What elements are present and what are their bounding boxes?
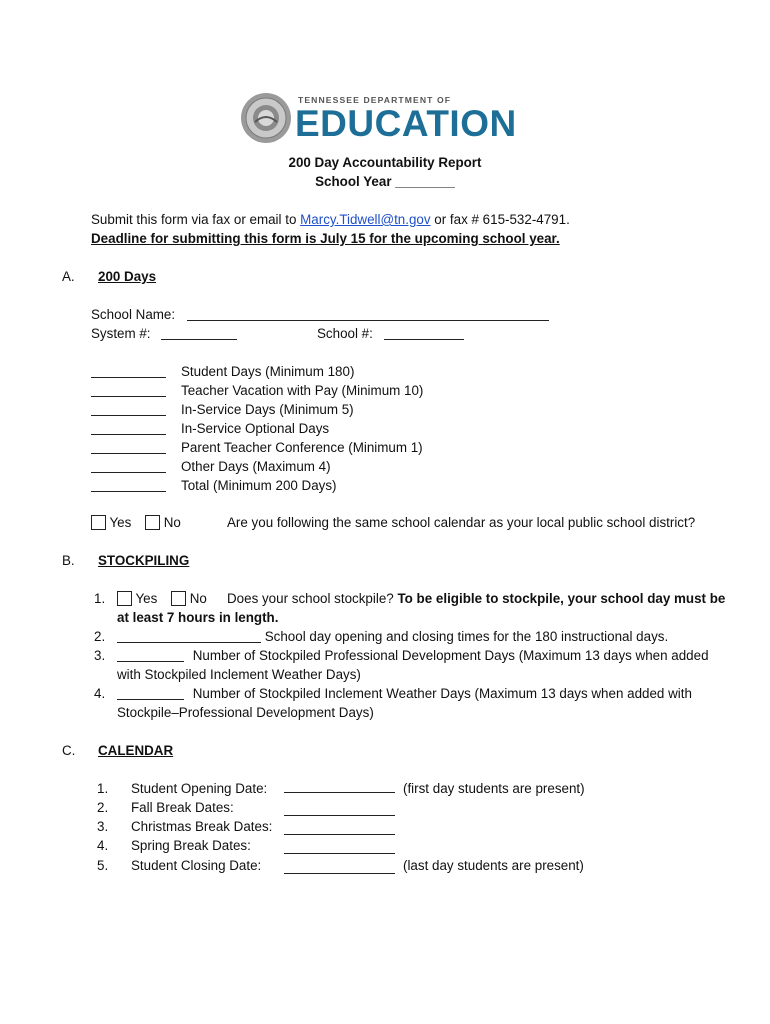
submit-line	[91, 210, 570, 229]
submit-prefix: Submit this form via fax or email to	[91, 212, 297, 227]
school-name-label: School Name:	[91, 307, 176, 322]
stockpile-yes-option	[117, 589, 157, 608]
calendar-date-field[interactable]	[284, 840, 395, 854]
calendar-date-field-row	[284, 860, 395, 875]
days-item-row	[91, 400, 166, 419]
calendar-item-label: Student Opening Date:	[131, 781, 268, 796]
stockpile-no-label: No	[189, 591, 207, 606]
calendar-item-number: 5.	[97, 858, 109, 873]
section-c-letter: C.	[62, 743, 76, 758]
days-field[interactable]	[91, 459, 166, 473]
school-name-field[interactable]	[187, 307, 549, 321]
calendar-date-field-row	[284, 779, 395, 794]
pd-days-field[interactable]	[117, 648, 184, 662]
weather-days-field[interactable]	[117, 686, 184, 700]
state-seal-icon	[240, 92, 292, 144]
school-day-times-label: School day opening and closing times for the 180 instructional days.	[264, 629, 669, 644]
calendar-item-label: Fall Break Dates:	[131, 800, 234, 815]
system-number-label: System #:	[91, 326, 151, 341]
days-item-row	[91, 419, 166, 438]
education-logo	[240, 92, 532, 148]
calendar-item-label: Spring Break Dates:	[131, 838, 251, 853]
stockpile-item-number: 1.	[94, 591, 106, 606]
days-item-label: In-Service Optional Days	[181, 421, 330, 436]
calendar-item-number: 2.	[97, 800, 109, 815]
days-field[interactable]	[91, 440, 166, 454]
calendar-date-field[interactable]	[284, 821, 395, 835]
pd-days-row	[117, 646, 709, 665]
school-number-field[interactable]	[384, 326, 464, 340]
report-title-row	[0, 153, 770, 172]
calendar-yes-checkbox[interactable]	[91, 515, 106, 530]
calendar-item-label: Christmas Break Dates:	[131, 819, 273, 834]
email-link[interactable]: Marcy.Tidwell@tn.gov	[300, 212, 431, 227]
calendar-date-field-row	[284, 840, 395, 855]
calendar-item-note: (first day students are present)	[403, 781, 585, 796]
days-item-row	[91, 362, 166, 381]
weather-days-row	[117, 684, 692, 703]
days-field[interactable]	[91, 402, 166, 416]
stockpile-item-number: 4.	[94, 686, 106, 701]
school-year-text: School Year	[315, 174, 392, 189]
stockpile-no-checkbox[interactable]	[171, 591, 186, 606]
school-year-row	[0, 172, 770, 191]
days-item-label: Student Days (Minimum 180)	[181, 364, 355, 379]
school-number-label: School #:	[317, 326, 373, 341]
calendar-no-option	[145, 513, 181, 532]
stockpile-item-number: 2.	[94, 629, 106, 644]
days-field[interactable]	[91, 421, 166, 435]
weather-days-label-cont: Stockpile–Professional Development Days)	[117, 705, 374, 720]
days-field[interactable]	[91, 364, 166, 378]
section-c-heading: CALENDAR	[98, 743, 174, 758]
days-item-label: Total (Minimum 200 Days)	[181, 478, 337, 493]
system-number-row	[91, 324, 237, 343]
logo-education-text: EDUCATION	[295, 103, 517, 144]
pd-days-label-cont: with Stockpiled Inclement Weather Days)	[117, 667, 361, 682]
stockpile-item-number: 3.	[94, 648, 106, 663]
submit-suffix: or fax # 615-532-4791.	[434, 212, 570, 227]
calendar-date-field-row	[284, 821, 395, 836]
calendar-date-field-row	[284, 802, 395, 817]
system-number-field[interactable]	[161, 326, 237, 340]
stockpile-no-option	[171, 589, 207, 608]
school-year-blank[interactable]: ________	[395, 174, 455, 189]
calendar-question: Are you following the same school calendar as your local public school district?	[227, 515, 696, 530]
stockpile-question: Does your school stockpile?	[227, 591, 394, 606]
calendar-item-number: 3.	[97, 819, 109, 834]
school-day-times-field[interactable]	[117, 629, 261, 643]
stockpile-yes-label: Yes	[135, 591, 158, 606]
calendar-yes-option	[91, 513, 131, 532]
calendar-no-checkbox[interactable]	[145, 515, 160, 530]
days-field[interactable]	[91, 383, 166, 397]
days-item-label: Other Days (Maximum 4)	[181, 459, 331, 474]
section-b-letter: B.	[62, 553, 75, 568]
pd-days-label: Number of Stockpiled Professional Development Days (Maximum 13 days when added	[192, 648, 709, 663]
school-number-row	[317, 324, 464, 343]
days-item-row	[91, 381, 166, 400]
days-field[interactable]	[91, 478, 166, 492]
weather-days-label: Number of Stockpiled Inclement Weather Days (Maximum 13 days when added with	[192, 686, 692, 701]
logo-dept-text: TENNESSEE DEPARTMENT OF	[298, 95, 452, 105]
calendar-item-number: 4.	[97, 838, 109, 853]
days-item-row	[91, 476, 166, 495]
stockpile-eligibility-note-cont: at least 7 hours in length.	[117, 610, 279, 625]
stockpile-yes-checkbox[interactable]	[117, 591, 132, 606]
calendar-no-label: No	[163, 515, 181, 530]
section-b-heading: STOCKPILING	[98, 553, 190, 568]
calendar-yes-label: Yes	[109, 515, 132, 530]
calendar-item-number: 1.	[97, 781, 109, 796]
days-item-label: In-Service Days (Minimum 5)	[181, 402, 354, 417]
days-item-row	[91, 438, 166, 457]
school-name-row	[91, 305, 549, 324]
days-item-label: Teacher Vacation with Pay (Minimum 10)	[181, 383, 424, 398]
calendar-item-note: (last day students are present)	[403, 858, 584, 873]
calendar-date-field[interactable]	[284, 779, 395, 793]
days-item-row	[91, 457, 166, 476]
calendar-item-label: Student Closing Date:	[131, 858, 262, 873]
report-title: 200 Day Accountability Report	[288, 155, 482, 170]
days-item-label: Parent Teacher Conference (Minimum 1)	[181, 440, 423, 455]
section-a-heading: 200 Days	[98, 269, 157, 284]
calendar-date-field[interactable]	[284, 860, 395, 874]
section-a-letter: A.	[62, 269, 75, 284]
calendar-date-field[interactable]	[284, 802, 395, 816]
stockpile-eligibility-note: To be eligible to stockpile, your school day must be	[397, 591, 726, 606]
school-year-label	[0, 172, 770, 191]
stockpile-question-row	[227, 589, 725, 608]
school-day-times-row	[117, 627, 668, 646]
deadline-text: Deadline for submitting this form is July 15 for the upcoming school year.	[91, 231, 560, 246]
